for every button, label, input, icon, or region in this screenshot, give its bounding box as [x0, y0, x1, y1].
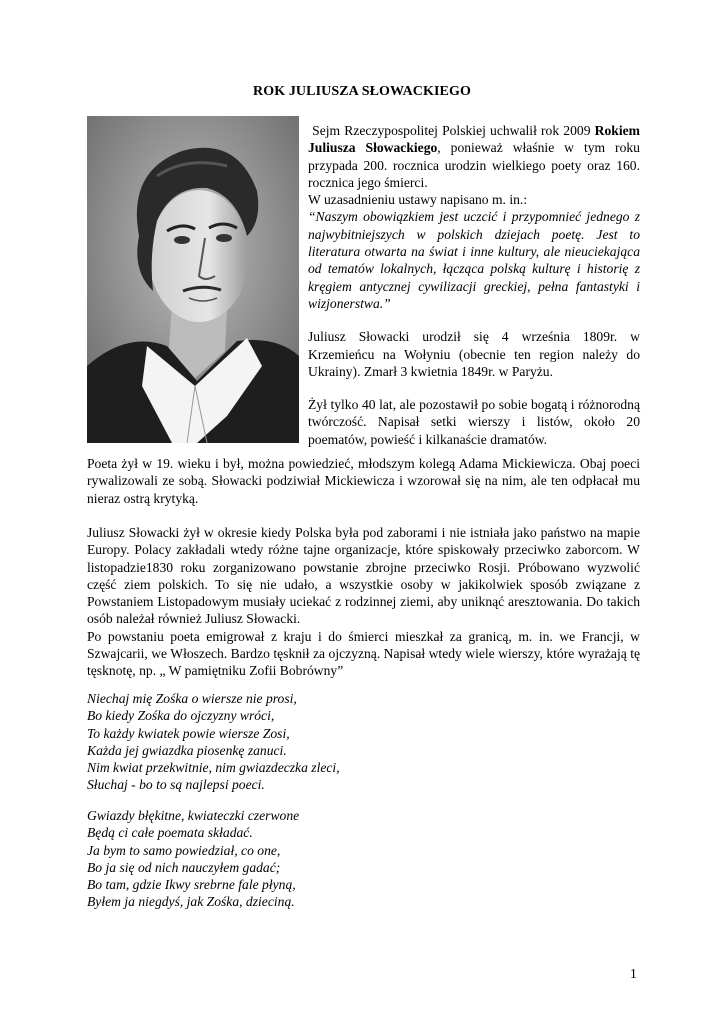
poem-line: Niechaj mię Zośka o wiersze nie prosi,: [87, 691, 297, 706]
portrait-image: [87, 116, 299, 443]
poem-line: Bo ja się od nich nauczyłem gadać;: [87, 859, 281, 875]
intro-bold-name: Rokiem Juliusza Słowackiego: [308, 123, 640, 156]
intro-quote: [308, 208, 640, 312]
poem-line: To każdy kwiatek powie wiersze Zosi,: [87, 725, 290, 741]
poem-line: Każda jej gwiazdka piosenkę zanuci.: [87, 742, 287, 758]
paragraph-history-text: Juliusz Słowacki żył w okresie kiedy Polska była pod zaborami i nie istniała jako państwo na mapie Europy. Polacy zakładali wtedy różne tajne organizacje, które spiskowały przeciwko zaborcom. W listopadzie1830 roku zorganizowano powstanie zbrojne przeciwko Rosji. Próbowano wyzwolić część ziem polskich. To się nie udało, a wszystkie osoby w jakikolwiek sposób związane z Powstaniem Listopadowym musiały uciekać z rodzinnej ziemi, aby uniknąć aresztowania. Do takich osób należał również Juliusz Słowacki.: [87, 525, 640, 627]
poem-line: Będą ci całe poemata składać.: [87, 825, 253, 841]
intro-text-end: , ponieważ właśnie w tym roku przypada 200. rocznica urodzin wielkiego poety oraz 160. rocznica jego śmierci.: [308, 140, 640, 190]
poem-line: Słuchaj - bo to są najlepsi poeci.: [87, 777, 265, 793]
poem-line: Byłem ja niegdyś, jak Zośka, dzieciną.: [87, 894, 295, 910]
poem-stanza-1: [87, 690, 340, 794]
paragraph-emigration-text: Po powstaniu poeta emigrował z kraju i do śmierci mieszkał za granicą, m. in. we Francji, w Szwajcarii, we Włoszech. Bardzo tęsknił za ojczyzną. Napisał wtedy wiele wierszy, które wyrażają tę tęsknotę, np. „ W pamiętniku Zofii Bobrówny”: [87, 628, 640, 679]
intro-paragraph-birth: Juliusz Słowacki urodził się 4 września 1809r. w Krzemieńcu na Wołyniu (obecnie ten region należy do Ukrainy). Zmarł 3 kwietnia 1849r. w Paryżu.: [308, 329, 640, 379]
intro-column: [308, 122, 640, 448]
poem-line: Nim kwiat przekwitnie, nim gwiazdeczka zleci,: [87, 760, 340, 776]
page-title: ROK JULIUSZA SŁOWACKIEGO: [253, 84, 471, 99]
poem-line: Ja bym to samo powiedział, co one,: [87, 842, 281, 858]
intro-paragraph-sejm: [308, 122, 640, 191]
intro-paragraph-justification: W uzasadnieniu ustawy napisano m. in.:: [308, 192, 528, 208]
poem-stanza-2: [87, 807, 299, 911]
poem-line: Bo kiedy Zośka do ojczyzny wróci,: [87, 708, 275, 724]
paragraph-mickiewicz-text: Poeta żył w 19. wieku i był, można powiedzieć, młodszym kolegą Adama Mickiewicza. Obaj poeci rywalizowali ze sobą. Słowacki podziwiał Mickiewicza i wzorował się na nim, ale ten odpłacał mu nieraz ostrą krytyką.: [87, 456, 640, 506]
poem-line: Bo tam, gdzie Ikwy srebrne fale płyną,: [87, 877, 296, 893]
poem-line: Gwiazdy błękitne, kwiateczki czerwone: [87, 808, 300, 823]
intro-text-start: Sejm Rzeczypospolitej Polskiej uchwalił rok 2009: [312, 123, 595, 138]
paragraph-mickiewicz: [87, 455, 640, 507]
quote-text: “Naszym obowiązkiem jest uczcić i przypomnieć jednego z najwybitniejszych w polskich dziejach poetę. Jest to literatura otwarta na świat i inne kultury, ale nieuciekająca od tematów lokalnych, łącząca polską kulturę i historię z kręgiem antycznej cywilizacji greckiej, pełna fantastyki i wizjonerstwa.”: [308, 209, 640, 311]
page-number: 1: [630, 966, 637, 981]
paragraph-history: [87, 524, 640, 680]
intro-paragraph-works: Żył tylko 40 lat, ale pozostawił po sobie bogatą i różnorodną twórczość. Napisał setki wierszy i listów, około 20 poematów, powieść i kilkanaście dramatów.: [308, 397, 640, 447]
